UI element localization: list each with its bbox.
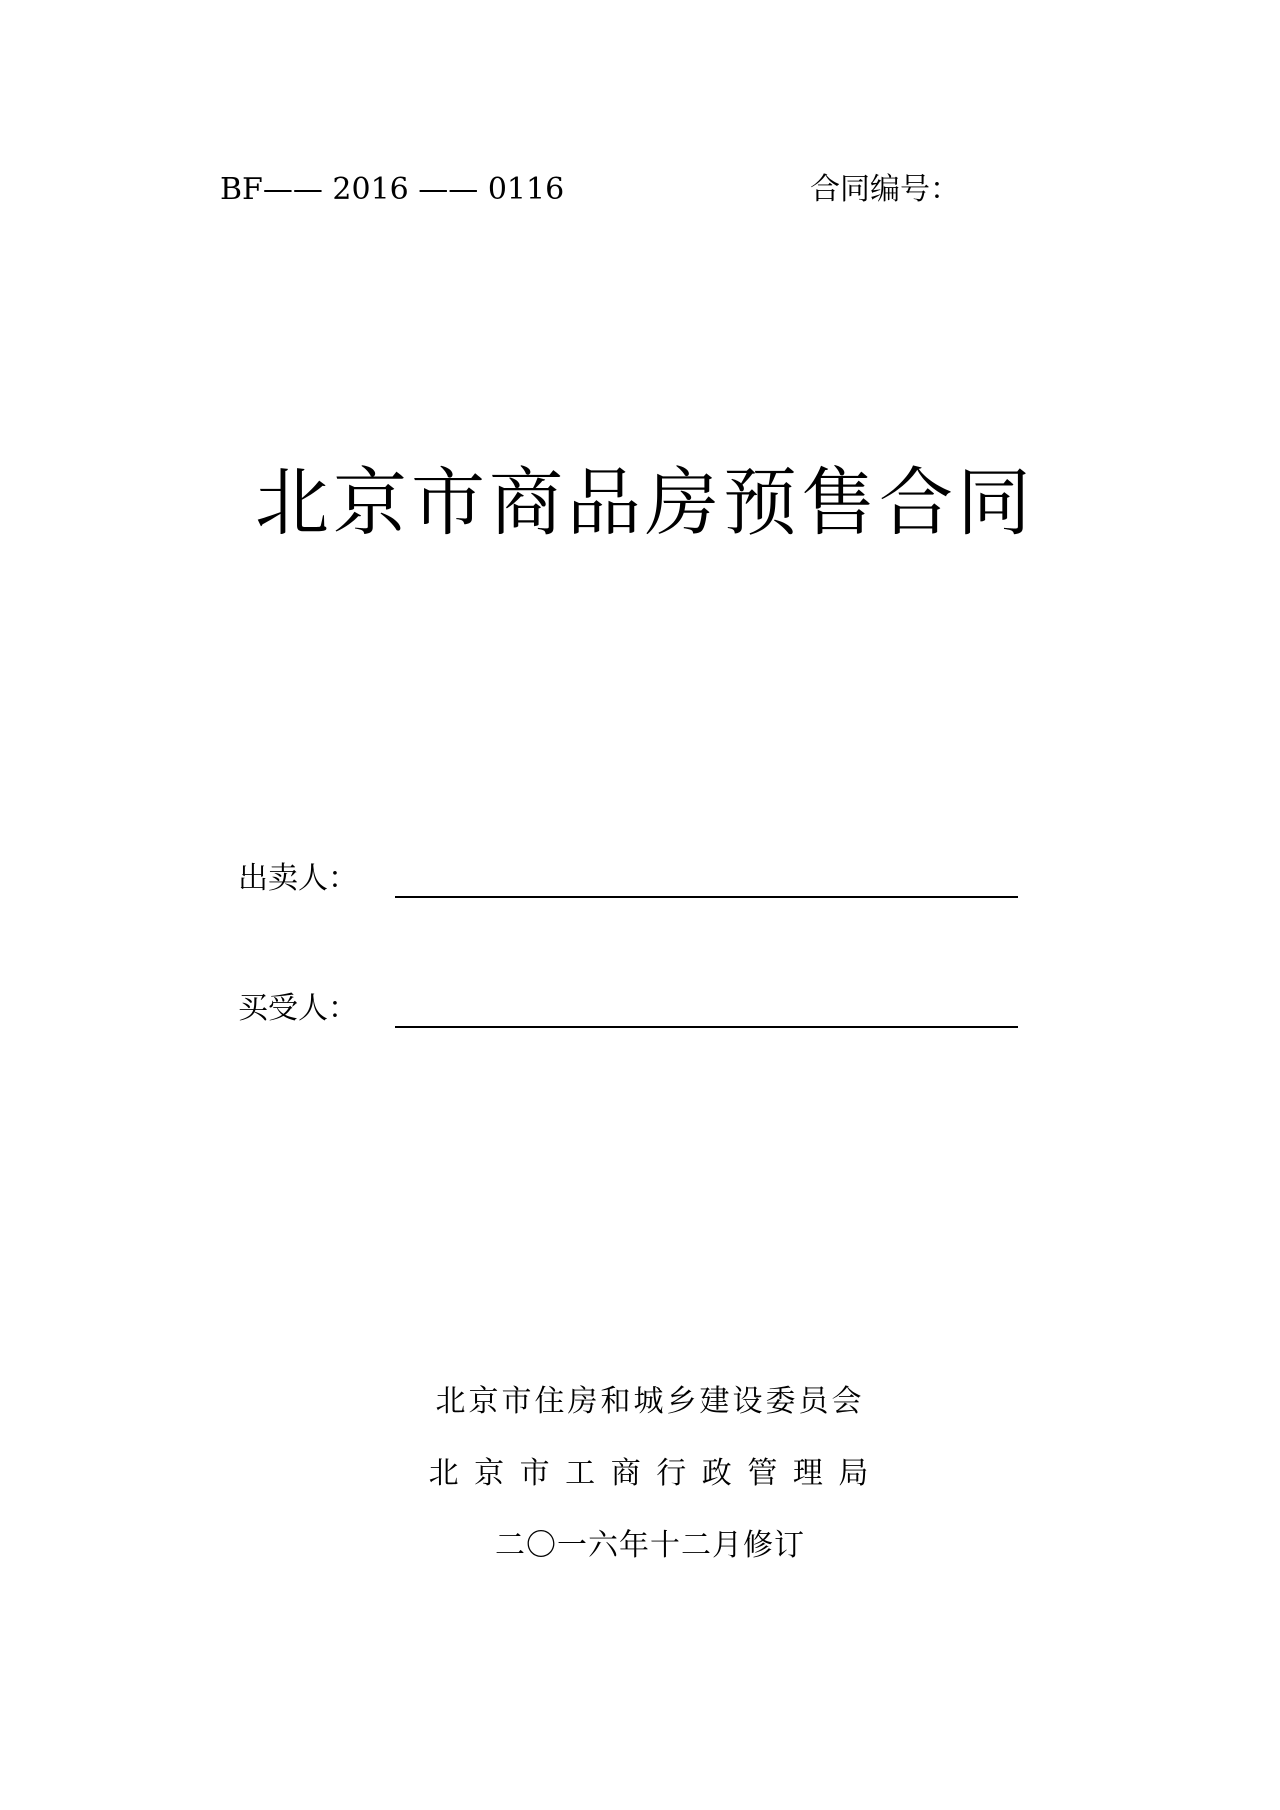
issuer-industry-commerce-bureau: 北 京 市 工 商 行 政 管 理 局: [428, 1456, 872, 1491]
document-title: 北京市商品房预售合同: [255, 460, 1035, 546]
issuer-housing-commission: 北京市住房和城乡建设委员会: [435, 1384, 865, 1419]
seller-blank-line: [395, 896, 1018, 898]
buyer-label: 买受人：: [238, 991, 358, 1026]
contract-number-label: 合同编号：: [810, 172, 960, 207]
seller-row: [238, 855, 1018, 905]
seller-label: 出卖人：: [238, 861, 358, 896]
revision-date: 二〇一六年十二月修订: [495, 1528, 805, 1563]
buyer-row: [238, 985, 1018, 1035]
form-code: BF—— 2016 —— 0116: [220, 172, 565, 207]
buyer-blank-line: [395, 1026, 1018, 1028]
